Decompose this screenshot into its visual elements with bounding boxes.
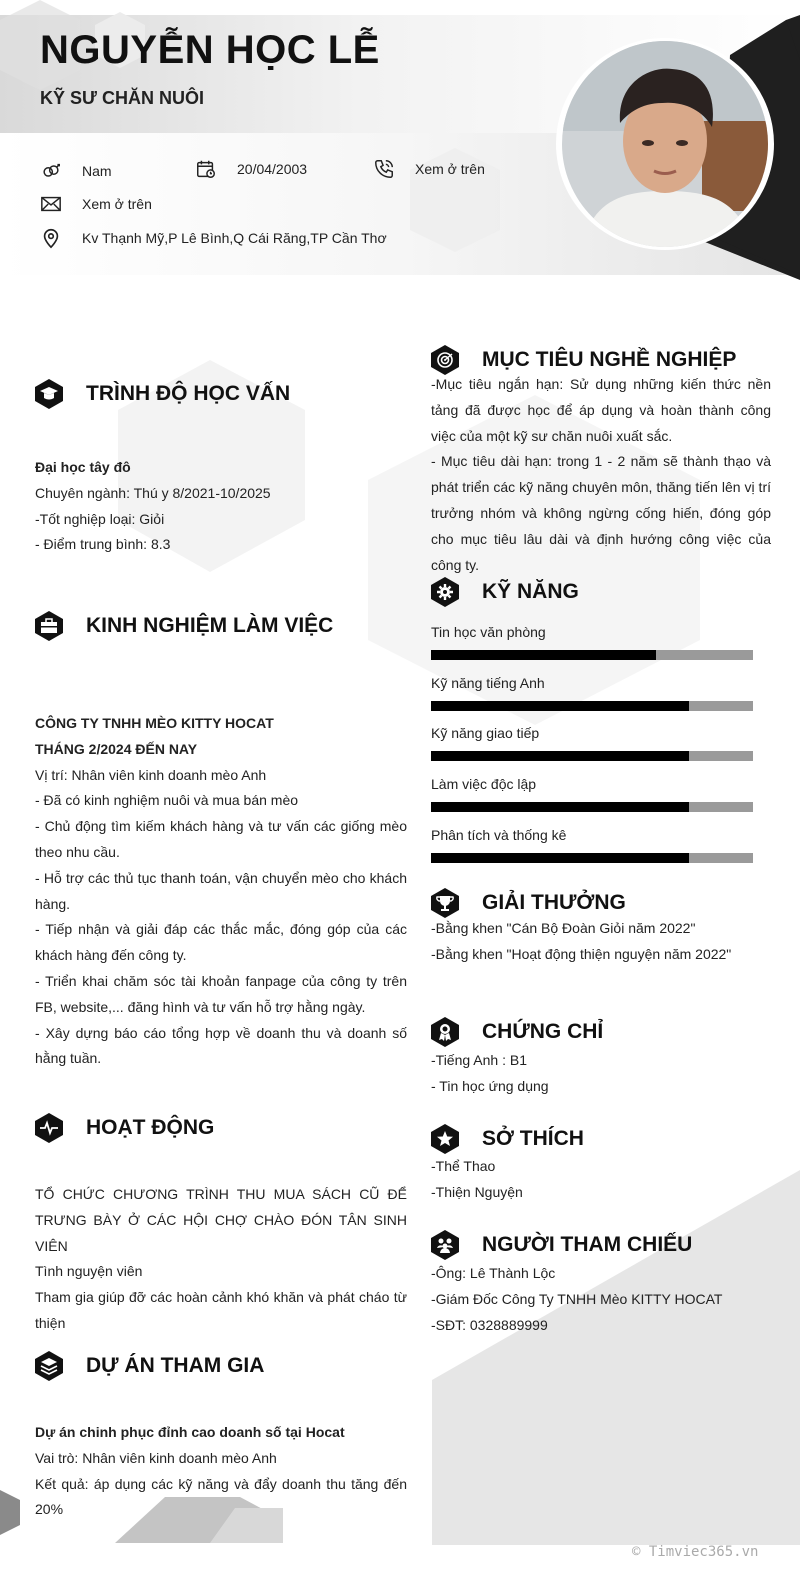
reference-line: -Giám Đốc Công Ty TNHH Mèo KITTY HOCAT bbox=[431, 1290, 723, 1307]
medal-icon bbox=[430, 1016, 460, 1048]
hobbies-title: SỞ THÍCH bbox=[482, 1127, 584, 1150]
email-value: Xem ở trên bbox=[82, 196, 152, 212]
experience-title: KINH NGHIỆM LÀM VIỆC bbox=[86, 614, 334, 637]
skill-label: Kỹ năng giao tiếp bbox=[431, 725, 540, 741]
education-heading bbox=[34, 378, 290, 410]
skill-bar bbox=[431, 802, 753, 812]
projects-title: DỰ ÁN THAM GIA bbox=[86, 1354, 265, 1377]
phone-row bbox=[373, 158, 485, 180]
company-name: CÔNG TY TNHH MÈO KITTY HOCAT bbox=[35, 715, 274, 731]
candidate-name: NGUYỄN HỌC LỄ bbox=[40, 28, 380, 72]
reference-line: -Ông: Lê Thành Lộc bbox=[431, 1265, 556, 1281]
address-value: Kv Thạnh Mỹ,P Lê Bình,Q Cái Răng,TP Cần Thơ bbox=[82, 230, 387, 246]
address-row bbox=[40, 227, 387, 249]
activities-heading bbox=[34, 1112, 214, 1144]
education-line: Chuyên ngành: Thú y 8/2021-10/2025 bbox=[35, 484, 271, 501]
job-title: KỸ SƯ CHĂN NUÔI bbox=[40, 88, 204, 108]
phone-value: Xem ở trên bbox=[415, 161, 485, 177]
hobby-line: -Thiện Nguyện bbox=[431, 1183, 523, 1200]
activities-title: HOẠT ĐỘNG bbox=[86, 1116, 215, 1139]
experience-content bbox=[35, 711, 407, 1072]
gender-icon bbox=[40, 160, 62, 182]
skill-label: Phân tích và thống kê bbox=[431, 827, 567, 843]
activity-line: TỔ CHỨC CHƯƠNG TRÌNH THU MUA SÁCH CŨ ĐỂ TRƯNG BÀY Ở CÁC HỘI CHỢ CHÀO ĐÓN TÂN SINH VIÊN bbox=[35, 1186, 407, 1254]
education-line: -Tốt nghiệp loại: Giỏi bbox=[35, 510, 165, 527]
certificates-title: CHỨNG CHỈ bbox=[482, 1020, 604, 1043]
location-pin-icon bbox=[40, 227, 62, 249]
work-period: THÁNG 2/2024 ĐẾN NAY bbox=[35, 740, 198, 757]
watermark: © Timviec365.vn bbox=[632, 1544, 759, 1560]
skill-label: Tin học văn phòng bbox=[431, 624, 546, 640]
activities-content bbox=[35, 1182, 407, 1337]
references-content bbox=[431, 1261, 781, 1338]
avatar bbox=[562, 41, 768, 247]
activity-line: Tham gia giúp đỡ các hoàn cảnh khó khăn và phát cháo từ thiện bbox=[35, 1289, 407, 1331]
experience-line: - Triển khai chăm sóc tài khoản fanpage của công ty trên FB, website,... đăng hình và tư vấn hỗ trợ hằng ngày. bbox=[35, 972, 407, 1015]
briefcase-icon bbox=[34, 610, 64, 642]
skill-fill bbox=[431, 701, 689, 711]
avatar-frame bbox=[556, 38, 774, 250]
certificates-heading bbox=[430, 1016, 603, 1048]
birthday-row bbox=[195, 158, 307, 180]
email-row bbox=[40, 193, 152, 215]
skill-bar bbox=[431, 701, 753, 711]
objective-line: -Mục tiêu ngắn hạn: Sử dụng những kiến thức nền tảng đã được học để áp dụng và hoàn thành công việc của một kỹ sư chăn nuôi xuất sắc. bbox=[431, 376, 771, 444]
references-title: NGƯỜI THAM CHIẾU bbox=[482, 1233, 693, 1256]
experience-line: - Tiếp nhận và giải đáp các thắc mắc, đóng góp của các khách hàng đến công ty. bbox=[35, 921, 407, 964]
award-line: -Bằng khen "Cán Bộ Đoàn Giỏi năm 2022" bbox=[431, 920, 696, 936]
calendar-icon bbox=[195, 158, 217, 180]
experience-line: Vị trí: Nhân viên kinh doanh mèo Anh bbox=[35, 766, 267, 783]
education-content bbox=[35, 455, 407, 558]
award-line: -Bằng khen "Hoạt động thiện nguyện năm 2022" bbox=[431, 945, 732, 962]
email-icon bbox=[40, 193, 62, 215]
experience-line: - Chủ động tìm kiếm khách hàng và tư vấn các giống mèo theo nhu cầu. bbox=[35, 818, 407, 860]
education-line: - Điểm trung bình: 8.3 bbox=[35, 536, 171, 553]
experience-line: - Đã có kinh nghiệm nuôi và mua bán mèo bbox=[35, 792, 299, 809]
skill-label: Làm việc độc lập bbox=[431, 776, 537, 792]
skill-bar bbox=[431, 853, 753, 863]
awards-title: GIẢI THƯỞNG bbox=[482, 891, 626, 914]
gender-value: Nam bbox=[82, 163, 112, 179]
birthday-value: 20/04/2003 bbox=[237, 161, 308, 177]
certificate-line: -Tiếng Anh : B1 bbox=[431, 1052, 527, 1068]
skill-bar bbox=[431, 650, 753, 660]
project-line: Vai trò: Nhân viên kinh doanh mèo Anh bbox=[35, 1449, 277, 1466]
star-icon bbox=[430, 1123, 460, 1155]
heartbeat-icon bbox=[34, 1112, 64, 1144]
skill-fill bbox=[431, 650, 656, 660]
objective-content bbox=[431, 372, 771, 578]
hobby-line: -Thể Thao bbox=[431, 1158, 496, 1174]
certificates-content bbox=[431, 1048, 771, 1100]
experience-heading bbox=[34, 610, 333, 642]
references-heading bbox=[430, 1229, 692, 1261]
projects-heading bbox=[34, 1350, 264, 1382]
trophy-icon bbox=[430, 887, 460, 919]
gender-row bbox=[40, 160, 112, 182]
layers-icon bbox=[34, 1350, 64, 1382]
awards-content bbox=[431, 916, 781, 968]
skill-fill bbox=[431, 853, 689, 863]
project-line: Kết quả: áp dụng các kỹ năng và đẩy doanh thu tăng đến 20% bbox=[35, 1475, 407, 1518]
hobbies-heading bbox=[430, 1123, 584, 1155]
people-icon bbox=[430, 1229, 460, 1261]
skill-label: Kỹ năng tiếng Anh bbox=[431, 675, 545, 691]
phone-icon bbox=[373, 158, 395, 180]
skills-heading bbox=[430, 576, 579, 608]
gear-icon bbox=[430, 576, 460, 608]
projects-content bbox=[35, 1420, 407, 1523]
skill-fill bbox=[431, 802, 689, 812]
skill-fill bbox=[431, 751, 689, 761]
experience-line: - Xây dựng báo cáo tổng hợp về doanh thu và doanh số hằng tuần. bbox=[35, 1024, 407, 1067]
skill-bar bbox=[431, 751, 753, 761]
education-title: TRÌNH ĐỘ HỌC VẤN bbox=[86, 382, 291, 405]
objective-line: - Mục tiêu dài hạn: trong 1 - 2 năm sẽ thành thạo và phát triển các kỹ năng chuyên môn, thăng tiến lên vị trí trưởng nhóm và không ngừng cống hiến, đóng góp cho mục tiêu lâu dài và định hướng công việc của công ty. bbox=[431, 453, 771, 573]
skills-title: KỸ NĂNG bbox=[482, 580, 579, 603]
certificate-line: - Tin học ứng dụng bbox=[431, 1077, 549, 1094]
reference-line: -SĐT: 0328889999 bbox=[431, 1316, 548, 1333]
awards-heading bbox=[430, 887, 626, 919]
school-name: Đại học tây đô bbox=[35, 459, 131, 475]
activity-line: Tình nguyện viên bbox=[35, 1263, 143, 1280]
project-name: Dự án chinh phục đỉnh cao doanh số tại Hocat bbox=[35, 1424, 345, 1440]
objective-title: MỤC TIÊU NGHỀ NGHIỆP bbox=[482, 348, 737, 371]
experience-line: - Hỗ trợ các thủ tục thanh toán, vận chuyển mèo cho khách hàng. bbox=[35, 869, 407, 912]
hobbies-content bbox=[431, 1154, 771, 1206]
graduation-cap-icon bbox=[34, 378, 64, 410]
